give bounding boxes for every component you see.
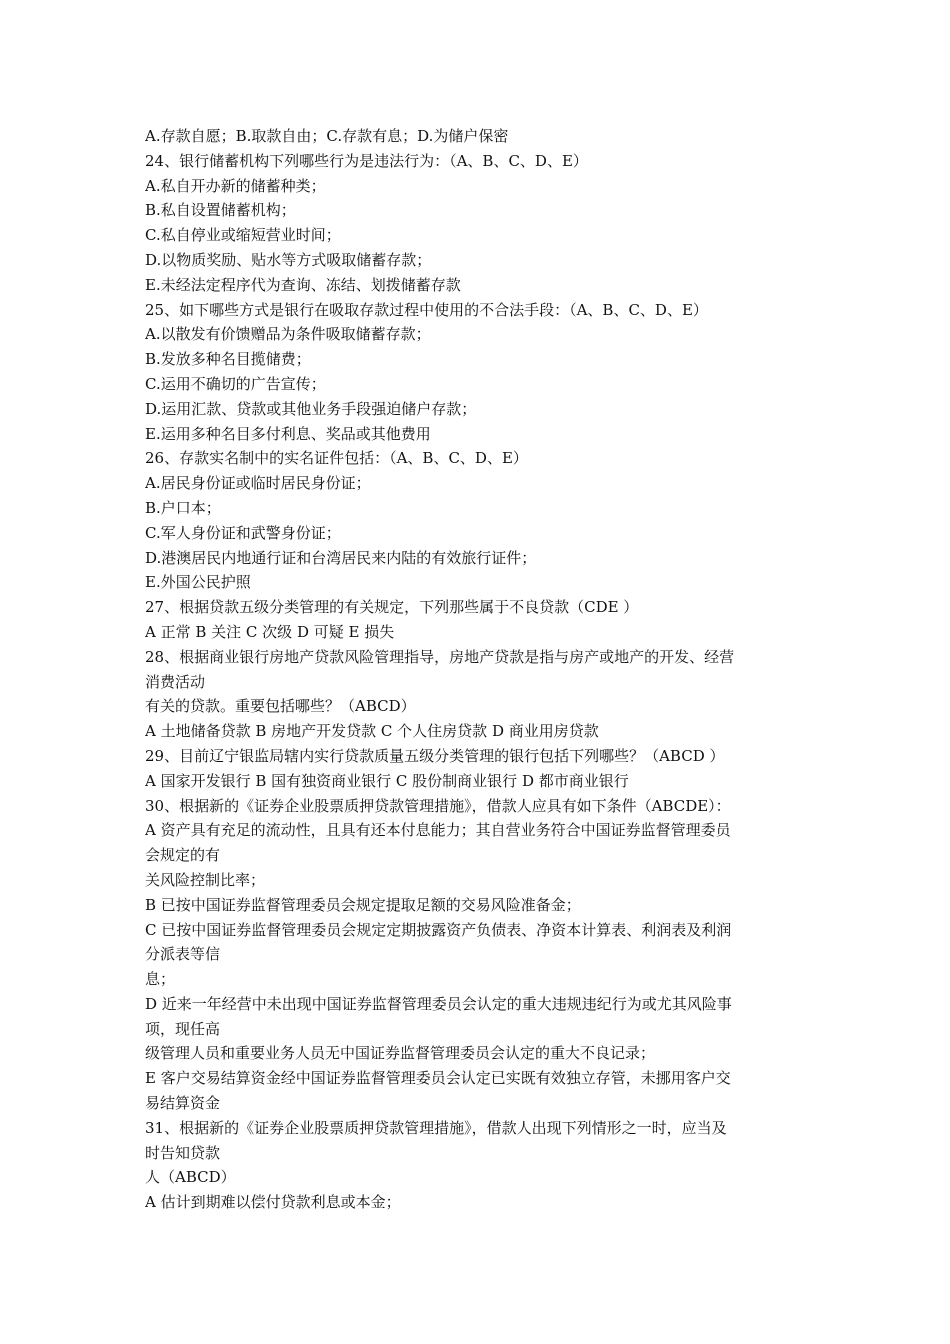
- text-line: 人（ABCD）: [145, 1168, 236, 1187]
- text-line: D.运用汇款、贷款或其他业务手段强迫储户存款；: [145, 399, 477, 418]
- text-line: D 近来一年经营中未出现中国证券监督管理委员会认定的重大违规违纪行为或尤其风险事: [145, 994, 732, 1013]
- document-body: [145, 124, 815, 1215]
- text-line: 息；: [145, 970, 176, 989]
- text-line: A 正常 B 关注 C 次级 D 可疑 E 损失: [145, 622, 395, 641]
- text-line: 关风险控制比率；: [145, 870, 266, 889]
- text-line: C.军人身份证和武警身份证；: [145, 523, 341, 542]
- text-line: 消费活动: [145, 672, 206, 691]
- text-line: A.存款自愿；B.取款自由；C.存款有息；D.为储户保密: [145, 127, 509, 145]
- text-line: C 已按中国证券监督管理委员会规定定期披露资产负债表、净资本计算表、利润表及利润: [145, 920, 732, 939]
- text-line: A.私自开办新的储蓄种类；: [145, 176, 326, 195]
- text-line: 26、存款实名制中的实名证件包括：（A、B、C、D、E）: [145, 449, 528, 468]
- text-line: 会规定的有: [145, 846, 221, 865]
- text-line: 易结算资金: [145, 1094, 221, 1113]
- text-line: E 客户交易结算资金经中国证券监督管理委员会认定已实既有效独立存管，未挪用客户交: [145, 1069, 731, 1088]
- text-line: 30、根据新的《证券企业股票质押贷款管理措施》，借款人应具有如下条件（ABCDE）：: [145, 796, 731, 815]
- text-line: 25、如下哪些方式是银行在吸取存款过程中使用的不合法手段：（A、B、C、D、E）: [145, 300, 708, 319]
- text-line: E.外国公民护照: [145, 573, 251, 592]
- text-line: D.以物质奖励、贴水等方式吸取储蓄存款；: [145, 250, 432, 269]
- text-line: 24、银行储蓄机构下列哪些行为是违法行为：（A、B、C、D、E）: [145, 151, 588, 170]
- text-line: A.以散发有价馈赠品为条件吸取储蓄存款；: [145, 325, 431, 344]
- text-line: 级管理人员和重要业务人员无中国证券监督管理委员会认定的重大不良记录；: [145, 1044, 656, 1063]
- text-line: C.私自停业或缩短营业时间；: [145, 226, 341, 245]
- text-line: C.运用不确切的广告宣传；: [145, 374, 326, 393]
- text-line: A 土地储备贷款 B 房地产开发贷款 C 个人住房贷款 D 商业用房贷款: [145, 722, 599, 741]
- text-line: 项，现任高: [145, 1019, 221, 1038]
- text-line: A 资产具有充足的流动性，且具有还本付息能力；其自营业务符合中国证券监督管理委员: [145, 821, 731, 840]
- text-line: B.发放多种名目揽储费；: [145, 350, 311, 369]
- text-line: 28、根据商业银行房地产贷款风险管理指导，房地产贷款是指与房产或地产的开发、经营: [145, 647, 735, 666]
- text-line: 有关的贷款。重要包括哪些？（ABCD）: [145, 697, 416, 716]
- text-line: A.居民身份证或临时居民身份证；: [145, 474, 371, 493]
- text-line: B.户口本；: [145, 498, 221, 517]
- text-line: 27、根据贷款五级分类管理的有关规定，下列那些属于不良贷款（CDE ）: [145, 598, 639, 617]
- text-line: 31、根据新的《证券企业股票质押贷款管理措施》，借款人出现下列情形之一时，应当及: [145, 1118, 727, 1137]
- text-line: 时告知贷款: [145, 1143, 221, 1162]
- text-line: E.未经法定程序代为查询、冻结、划拨储蓄存款: [145, 275, 461, 294]
- text-line: A 国家开发银行 B 国有独资商业银行 C 股份制商业银行 D 都市商业银行: [145, 771, 629, 790]
- text-line: E.运用多种名目多付利息、奖品或其他费用: [145, 424, 431, 443]
- text-line: D.港澳居民内地通行证和台湾居民来内陆的有效旅行证件；: [145, 548, 537, 567]
- text-line: A 估计到期难以偿付贷款利息或本金；: [145, 1193, 401, 1212]
- text-line: 分派表等信: [145, 945, 221, 964]
- text-line: 29、目前辽宁银监局辖内实行贷款质量五级分类管理的银行包括下列哪些？（ABCD ）: [145, 746, 725, 765]
- text-line: B 已按中国证券监督管理委员会规定提取足额的交易风险准备金；: [145, 895, 581, 914]
- text-line: B.私自设置储蓄机构；: [145, 201, 296, 220]
